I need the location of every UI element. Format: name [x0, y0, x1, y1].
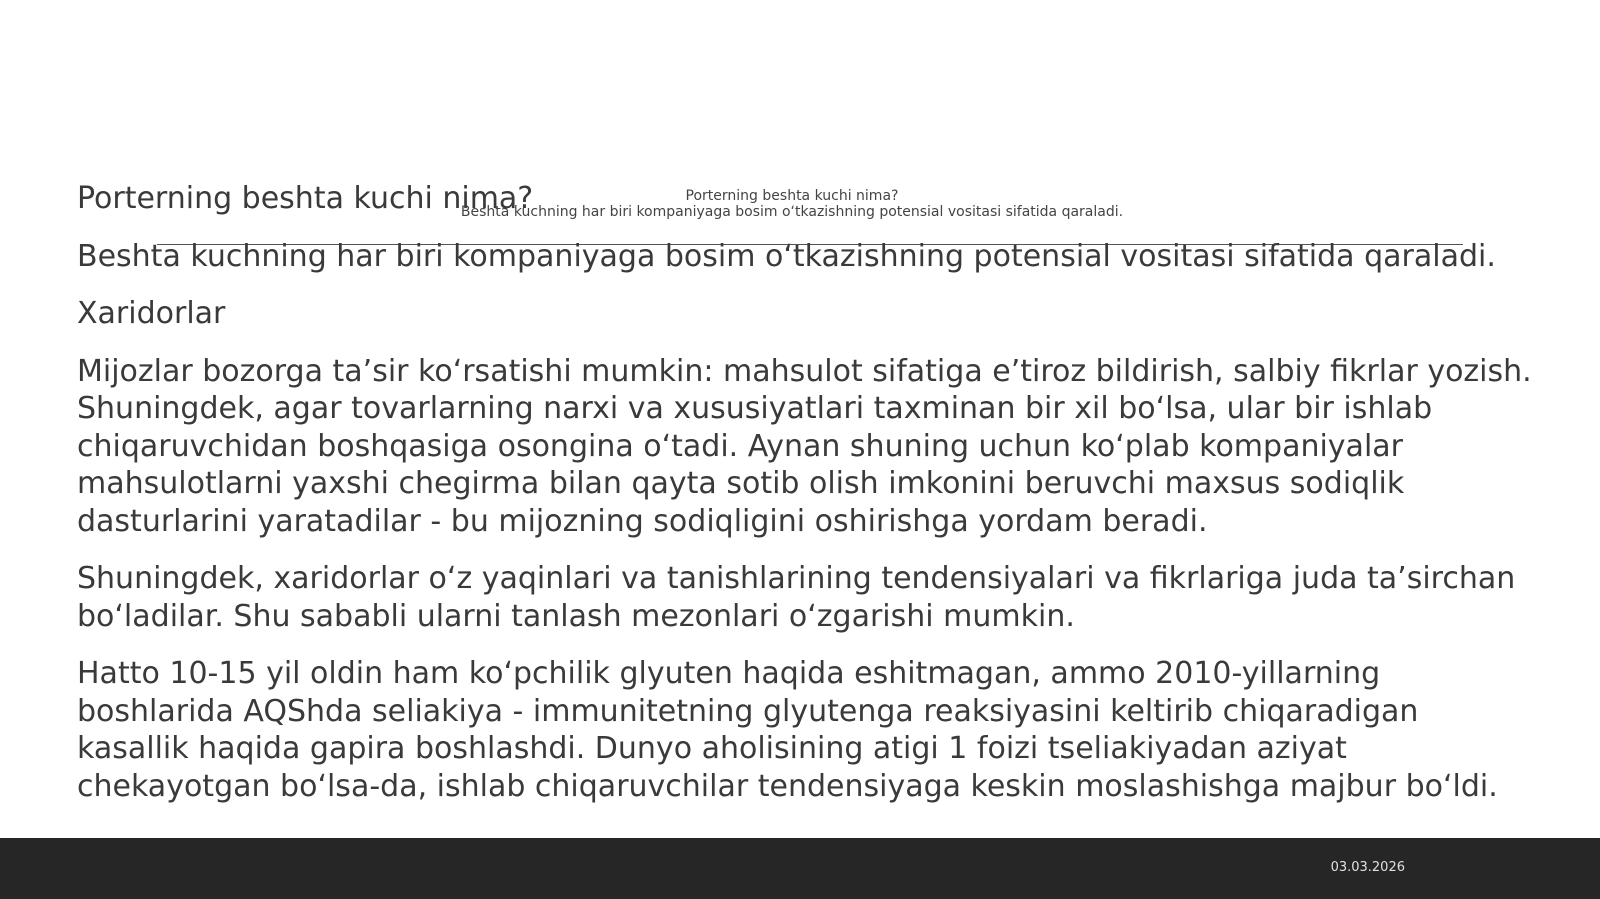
overlay-subtitle: Beshta kuchning har biri kompaniyaga bosim o‘tkazishning potensial vositasi sifatida qaraladi.	[460, 204, 1124, 220]
slide-intro: Beshta kuchning har biri kompaniyaga bosim o‘tkazishning potensial vositasi sifatida qaraladi.	[77, 238, 1496, 274]
paragraph-2: Shuningdek, xaridorlar o‘z yaqinlari va tanishlarining tendensiyalari va fikrlariga juda ta’sirchan bo‘ladilar. Shu sababli ularni tanlash mezonlari o‘zgarishi mumkin.	[77, 561, 1516, 634]
paragraph-3: Hatto 10-15 yil oldin ham ko‘pchilik glyuten haqida eshitmagan, ammo 2010-yillarning boshlarida AQShda seliakiya - immunitetning glyutenga reaksiyasini keltirib chiqaradigan kasallik haqida gapira boshlashdi. Dunyo aholisining atigi 1 foizi tseliakiyadan aziyat chekayotgan bo‘lsa-da, ishlab chiqaruvchilar tendensiyaga keskin moslashishga majbur bo‘ldi.	[77, 656, 1498, 804]
slide-content	[77, 180, 1537, 825]
paragraph-1: Mijozlar bozorga ta’sir ko‘rsatishi mumkin: mahsulot sifatiga e’tiroz bildirish, salbiy fikrlar yozish. Shuningdek, agar tovarlarning narxi va xususiyatlari taxminan bir xil bo‘lsa, ular bir ishlab chiqaruvchidan boshqasiga osongina o‘tadi. Aynan shuning uchun ko‘plab kompaniyalar mahsulotlarni yaxshi chegirma bilan qayta sotib olish imkonini beruvchi maxsus sodiqlik dasturlarini yaratadilar - bu mijozning sodiqligini oshirishga yordam beradi.	[77, 353, 1532, 539]
slide-heading: Porterning beshta kuchi nima?	[77, 181, 534, 216]
footer-date: 03.03.2026	[1330, 860, 1405, 875]
footer-bar	[0, 838, 1600, 899]
section-title: Xaridorlar	[77, 296, 226, 331]
overlay-title: Porterning beshta kuchi nima?	[685, 188, 899, 204]
